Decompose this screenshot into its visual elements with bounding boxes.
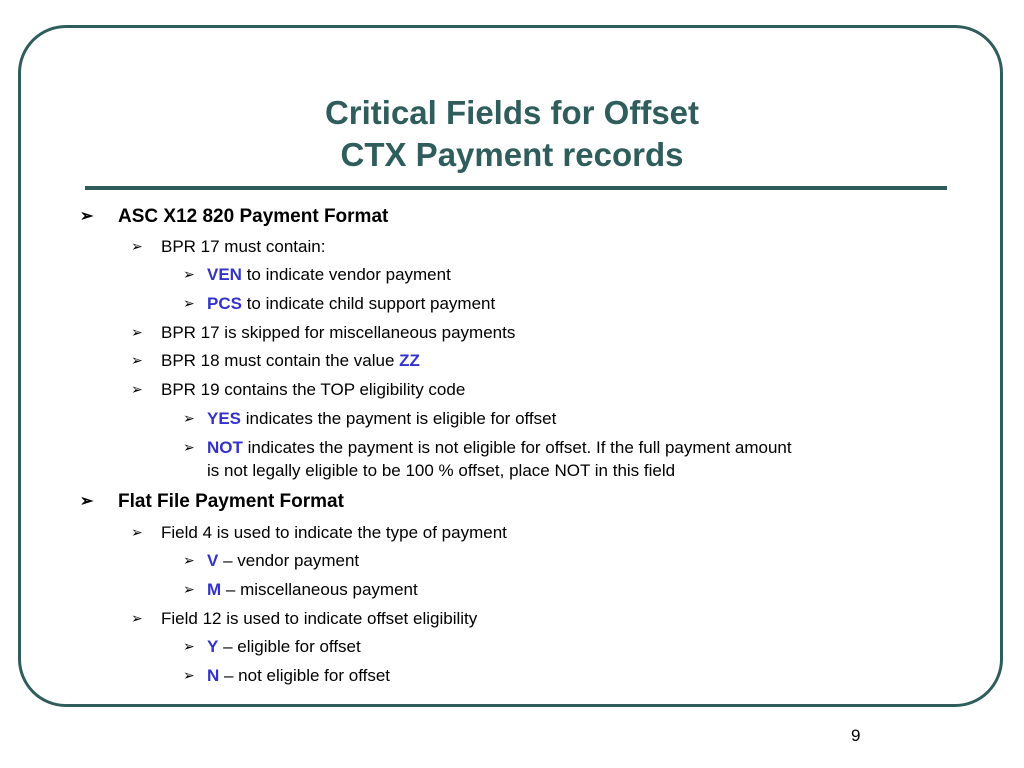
arrow-bullet-icon: ➢ [183,439,195,455]
list-item [183,636,361,657]
arrow-bullet-icon: ➢ [131,381,143,397]
arrow-bullet-icon: ➢ [131,524,143,540]
keyword: VEN [207,265,242,284]
keyword: ZZ [399,351,420,370]
list-item-text: indicates the payment is eligible for offset [241,409,557,428]
list-item [183,293,496,314]
section-heading-flat-file [80,490,344,514]
arrow-bullet-icon: ➢ [183,266,195,282]
list-item-text: BPR 17 is skipped for miscellaneous payments [161,323,516,342]
keyword: N [207,666,220,685]
section-heading-asc-x12 [80,205,389,229]
list-item-text: – vendor payment [218,551,360,570]
keyword: V [207,551,219,570]
list-item-continuation [207,460,675,481]
slide-title-line-1: Critical Fields for Offset [324,94,700,131]
keyword: PCS [207,294,242,313]
arrow-bullet-icon: ➢ [131,352,143,368]
list-item [183,665,391,686]
arrow-bullet-icon: ➢ [80,208,94,225]
section-heading-text: ASC X12 820 Payment Format [118,206,389,227]
list-item-text: – miscellaneous payment [221,580,418,599]
page-number: 9 [851,726,861,745]
list-item [131,236,326,257]
arrow-bullet-icon: ➢ [131,238,143,254]
list-item-text: indicates the payment is not eligible for offset. If the full payment amount [242,438,792,457]
list-item-text: Field 12 is used to indicate offset eligibility [161,609,478,628]
list-item-text: – eligible for offset [218,637,361,656]
list-item [131,350,420,371]
arrow-bullet-icon: ➢ [183,638,195,654]
arrow-bullet-icon: ➢ [183,410,195,426]
keyword: Y [207,637,219,656]
arrow-bullet-icon: ➢ [80,493,94,510]
list-item [131,322,516,343]
list-item [131,522,507,543]
arrow-bullet-icon: ➢ [183,667,195,683]
list-item [183,408,557,429]
list-item-text: BPR 19 contains the TOP eligibility code [161,380,466,399]
list-item-text: BPR 17 must contain: [161,237,326,256]
list-item-text: to indicate child support payment [241,294,496,313]
list-item [183,579,418,600]
keyword: NOT [207,438,243,457]
list-item-text: – not eligible for offset [219,666,391,685]
list-item [183,437,792,458]
list-item-text: BPR 18 must contain the value [161,351,400,370]
list-item-text: is not legally eligible to be 100 % offset, place NOT in this field [207,461,676,480]
section-heading-text: Flat File Payment Format [118,491,344,512]
list-item [183,264,451,285]
list-item [183,550,360,571]
slide-title-line-2: CTX Payment records [340,136,684,173]
list-item-text: Field 4 is used to indicate the type of payment [161,523,507,542]
arrow-bullet-icon: ➢ [131,610,143,626]
keyword: YES [207,409,242,428]
arrow-bullet-icon: ➢ [131,324,143,340]
list-item [131,379,466,400]
arrow-bullet-icon: ➢ [183,581,195,597]
list-item-text: to indicate vendor payment [241,265,451,284]
arrow-bullet-icon: ➢ [183,295,195,311]
list-item [131,608,478,629]
keyword: M [207,580,222,599]
arrow-bullet-icon: ➢ [183,552,195,568]
